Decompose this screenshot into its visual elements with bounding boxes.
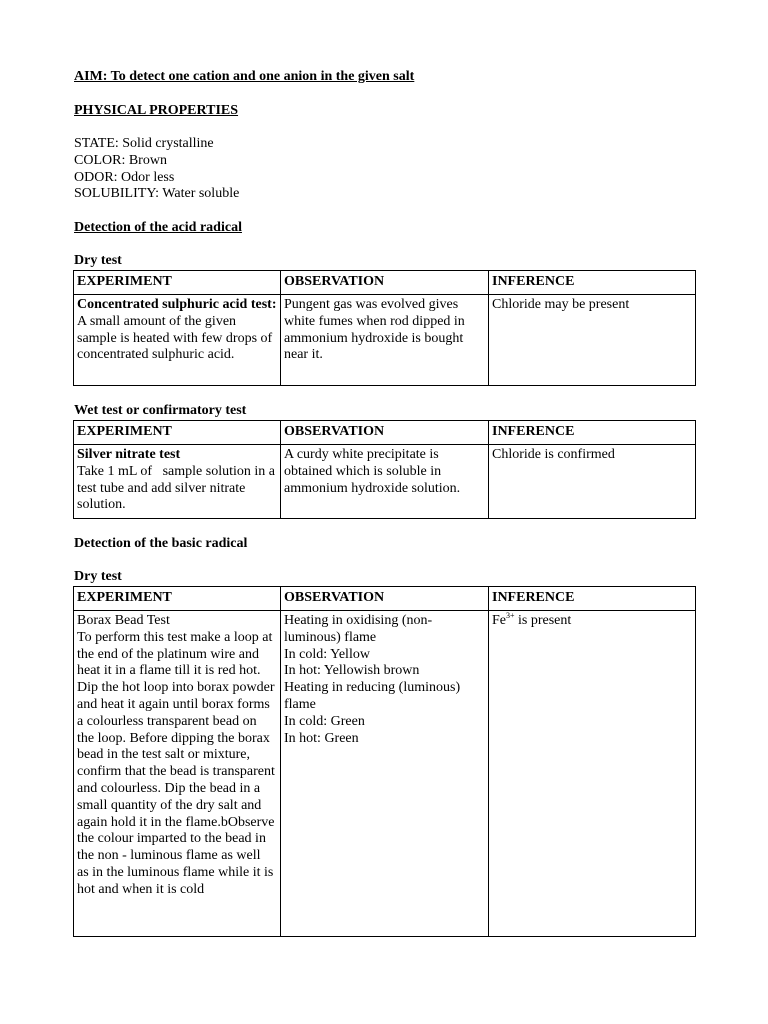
property-odor: ODOR: Odor less bbox=[74, 169, 175, 185]
experiment-cell bbox=[74, 611, 281, 937]
inference-text: is present bbox=[514, 613, 572, 628]
basic-radical-heading: Detection of the basic radical bbox=[74, 536, 248, 551]
observation-line: Heating in oxidising (non-luminous) flame bbox=[284, 613, 433, 645]
table-header-row bbox=[74, 421, 696, 445]
inference-ion-charge: 3+ bbox=[506, 611, 515, 620]
experiment-cell bbox=[74, 295, 281, 386]
header-experiment: EXPERIMENT bbox=[74, 271, 281, 295]
header-inference: INFERENCE bbox=[489, 271, 696, 295]
header-experiment: EXPERIMENT bbox=[74, 421, 281, 445]
inference-ion: Fe bbox=[492, 613, 506, 628]
basic-dry-test-table bbox=[73, 586, 696, 937]
acid-dry-test-heading: Dry test bbox=[74, 253, 122, 268]
header-observation: OBSERVATION bbox=[281, 271, 489, 295]
experiment-text: A small amount of the given sample is heated with few drops of concentrated sulphuric acid. bbox=[77, 313, 273, 363]
table-row bbox=[74, 611, 696, 937]
observation-line: In cold: Green bbox=[284, 713, 365, 729]
experiment-title: Silver nitrate test bbox=[77, 447, 181, 462]
property-solubility: SOLUBILITY: Water soluble bbox=[74, 186, 240, 202]
acid-dry-test-table bbox=[73, 270, 696, 386]
header-observation: OBSERVATION bbox=[281, 421, 489, 445]
observation-line: Heating in reducing (luminous) flame bbox=[284, 680, 461, 712]
acid-wet-test-heading: Wet test or confirmatory test bbox=[74, 403, 247, 418]
header-inference: INFERENCE bbox=[489, 421, 696, 445]
table-header-row bbox=[74, 271, 696, 295]
observation-cell: A curdy white precipitate is obtained which is soluble in ammonium hydroxide solution. bbox=[281, 445, 489, 519]
observation-line: In hot: Green bbox=[284, 730, 359, 746]
acid-radical-heading: Detection of the acid radical bbox=[74, 220, 242, 235]
acid-wet-test-table bbox=[73, 420, 696, 519]
table-row bbox=[74, 445, 696, 519]
inference-cell: Chloride is confirmed bbox=[489, 445, 696, 519]
experiment-text: To perform this test make a loop at the end of the platinum wire and heat it in a flame till it is red hot. Dip the hot loop into borax powder and heat it again until borax forms a colourless transparent bead on the loop. Before dipping the borax bead in the test salt or mixture, confirm that the bead is transparent and colourless. Dip the bead in a small quantity of the dry salt and again hold it in the flame.bObserve the colour imparted to the bead in the non - luminous flame as well bbox=[77, 629, 275, 864]
experiment-text-continued: as in the luminous flame while it is hot and when it is cold bbox=[77, 864, 274, 897]
experiment-title: Concentrated sulphuric acid test: bbox=[77, 297, 277, 312]
experiment-title: Borax Bead Test bbox=[77, 613, 170, 628]
experiment-cell bbox=[74, 445, 281, 519]
property-state: STATE: Solid crystalline bbox=[74, 136, 214, 151]
aim-heading: AIM: To detect one cation and one anion in the given salt bbox=[74, 69, 415, 84]
experiment-text: Take 1 mL of sample solution in a test tube and add silver nitrate solution. bbox=[77, 463, 279, 513]
header-experiment: EXPERIMENT bbox=[74, 587, 281, 611]
inference-cell bbox=[489, 611, 696, 937]
header-inference: INFERENCE bbox=[489, 587, 696, 611]
table-header-row bbox=[74, 587, 696, 611]
physical-properties-heading: PHYSICAL PROPERTIES bbox=[74, 103, 239, 118]
observation-cell bbox=[281, 611, 489, 937]
basic-dry-test-heading: Dry test bbox=[74, 569, 122, 584]
property-color: COLOR: Brown bbox=[74, 152, 167, 168]
observation-line: In cold: Yellow bbox=[284, 646, 370, 662]
observation-line: In hot: Yellowish brown bbox=[284, 663, 420, 679]
inference-cell: Chloride may be present bbox=[489, 295, 696, 386]
table-row bbox=[74, 295, 696, 386]
observation-cell: Pungent gas was evolved gives white fumes when rod dipped in ammonium hydroxide is bought near it. bbox=[281, 295, 489, 386]
physical-properties-list bbox=[74, 136, 239, 203]
header-observation: OBSERVATION bbox=[281, 587, 489, 611]
